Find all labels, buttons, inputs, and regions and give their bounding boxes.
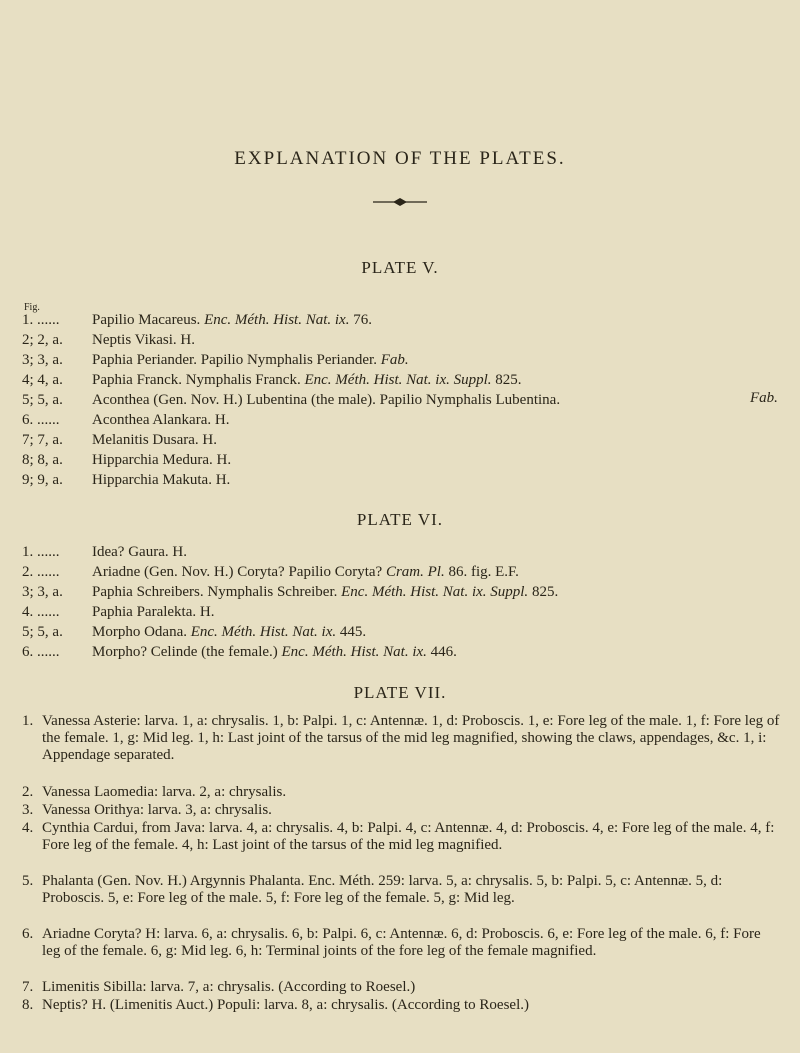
plate-7-entry: 5. Phalanta (Gen. Nov. H.) Argynnis Phalanta. Enc. Méth. 259: larva. 5, a: chrysalis. 5, b: Palpi. 5, c: Antennæ. 5, d: Proboscis. 5, e: Fore leg of the male. 5, f: Fore leg of the female. 5, g: Mid leg. — [22, 873, 723, 906]
plate-5-entry: 6. ...... Aconthea Alankara. H. — [22, 412, 230, 428]
plate-5-entry: 8; 8, a. Hipparchia Medura. H. — [22, 452, 232, 468]
plate-5-entry: 4; 4, a. Paphia Franck. Nymphalis Franck. Enc. Méth. Hist. Nat. ix. Suppl. 825. — [22, 372, 522, 388]
side-note: Fab. — [750, 390, 778, 406]
plate-7-entry: 7. Limenitis Sibilla: larva. 7, a: chrysalis. (According to Roesel.) — [22, 979, 416, 995]
plate-5-entry: 2; 2, a. Neptis Vikasi. H. — [22, 332, 195, 348]
plate-6-entry: 4. ...... Paphia Paralekta. H. — [22, 604, 215, 620]
plate-6-entry: 5; 5, a. Morpho Odana. Enc. Méth. Hist. Nat. ix. 445. — [22, 624, 367, 640]
plate-5-heading: PLATE V. — [361, 258, 439, 277]
plate-7-heading: PLATE VII. — [353, 683, 447, 702]
plate-5-entry: 9; 9, a. Hipparchia Makuta. H. — [22, 472, 231, 488]
plate-7-entry: 4. Cynthia Cardui, from Java: larva. 4, a: chrysalis. 4, b: Palpi. 4, c: Antennæ. 4, d: Proboscis. 4, e: Fore leg of the male. 4, f: Fore leg of the female. 4, h: Last joint of the tarsus of the mid leg magnified. — [22, 820, 775, 853]
plate-5-entry: 7; 7, a. Melanitis Dusara. H. — [22, 432, 217, 448]
plate-7-entry: 3. Vanessa Orithya: larva. 3, a: chrysalis. — [22, 802, 272, 818]
plate-5-entry: 3; 3, a. Paphia Periander. Papilio Nymphalis Periander. Fab. — [22, 352, 409, 368]
page-title: EXPLANATION OF THE PLATES. — [234, 148, 566, 169]
plate-5-entry: 5; 5, a. Aconthea (Gen. Nov. H.) Lubentina (the male). Papilio Nymphalis Lubentina. — [22, 392, 561, 408]
plate-6-entry: 3; 3, a. Paphia Schreibers. Nymphalis Schreiber. Enc. Méth. Hist. Nat. ix. Suppl. 825. — [22, 584, 559, 600]
plate-6-entry: 1. ...... Idea? Gaura. H. — [22, 544, 187, 560]
fig-label: Fig. — [24, 302, 40, 313]
plate-7-entry: 2. Vanessa Laomedia: larva. 2, a: chrysalis. — [22, 784, 287, 800]
plate-7-entry: 1. Vanessa Asterie: larva. 1, a: chrysalis. 1, b: Palpi. 1, c: Antennæ. 1, d: Proboscis. 1, e: Fore leg of the male. 1, f: Fore leg of the female. 1, g: Mid leg. 1, h: Last joint of the tarsus of the mid leg magnified, showing the claws, appendages, &c. 1, i: Appendage separated. — [22, 713, 780, 763]
plate-5-entry: 1. ...... Papilio Macareus. Enc. Méth. Hist. Nat. ix. 76. — [22, 312, 372, 328]
plate-6-entry: 2. ...... Ariadne (Gen. Nov. H.) Coryta? Papilio Coryta? Cram. Pl. 86. fig. E.F. — [22, 564, 519, 580]
plate-6-entry: 6. ...... Morpho? Celinde (the female.) Enc. Méth. Hist. Nat. ix. 446. — [22, 644, 457, 660]
ornament-icon — [373, 197, 427, 207]
plate-7-entry: 8. Neptis? H. (Limenitis Auct.) Populi: larva. 8, a: chrysalis. (According to Roesel.) — [22, 997, 529, 1013]
plate-6-heading: PLATE VI. — [356, 510, 444, 529]
plate-7-entry: 6. Ariadne Coryta? H: larva. 6, a: chrysalis. 6, b: Palpi. 6, c: Antennæ. 6, d: Proboscis. 6, e: Fore leg of the male. 6, f: Fore leg of the female. 6, g: Mid leg. 6, h: Terminal joints of the fore leg of the female magnified. — [22, 926, 761, 959]
